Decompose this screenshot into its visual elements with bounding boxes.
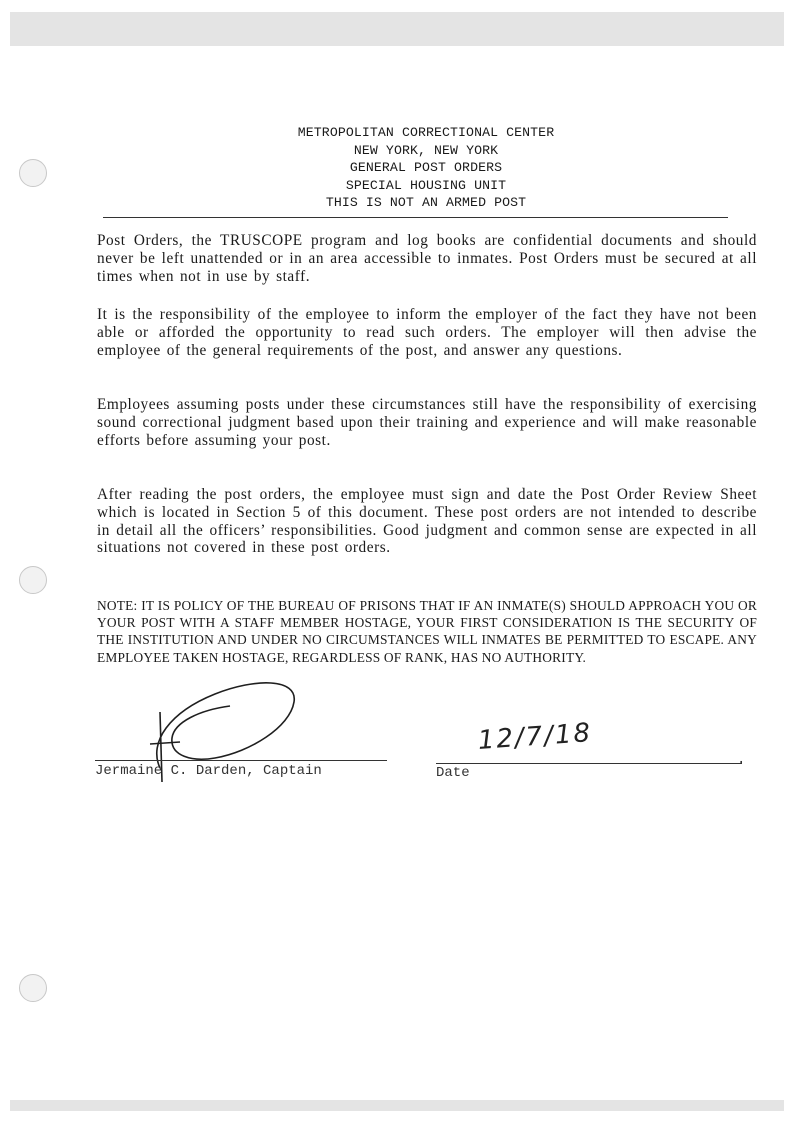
paragraph-responsibility: It is the responsibility of the employee to inform the employer of the fact they have not been able or afforded the opportunity to read such orders. The employer will then advise the employee of the general requirements of the post, and answer any questions. <box>97 306 757 359</box>
header-line-armed-status: THIS IS NOT AN ARMED POST <box>325 195 527 210</box>
date-line <box>436 763 742 764</box>
date-label: Date <box>436 765 470 781</box>
handwritten-date: 12/7/18 <box>476 718 594 756</box>
signature-line <box>95 760 387 761</box>
hostage-policy-note: NOTE: IT IS POLICY OF THE BUREAU OF PRISONS THAT IF AN INMATE(S) SHOULD APPROACH YOU OR YOUR POST WITH A STAFF MEMBER HOSTAGE, YOUR FIRST CONSIDERATION IS THE SECURITY OF THE INSTITUTION AND UNDER NO CIRCUMSTANCES WILL INMATES BE PERMITTED TO ESCAPE. ANY EMPLOYEE TAKEN HOSTAGE, REGARDLESS OF RANK, HAS NO AUTHORITY. <box>97 598 757 665</box>
scan-edge-bottom <box>10 1100 784 1111</box>
header-line-unit: SPECIAL HOUSING UNIT <box>345 177 507 193</box>
punch-hole-middle <box>19 566 47 594</box>
paragraph-assuming-posts: Employees assuming posts under these circumstances still have the responsibility of exercising sound correctional judgment based upon their training and experience and will make reasonable efforts before assuming your post. <box>97 396 757 449</box>
paragraph-confidentiality: Post Orders, the TRUSCOPE program and log books are confidential documents and should never be left unattended or in an area accessible to inmates. Post Orders must be secured at all times when not in use by staff. <box>97 232 757 285</box>
header-line-city: NEW YORK, NEW YORK <box>353 142 499 158</box>
scan-edge-top <box>10 12 784 46</box>
header-line-orders: GENERAL POST ORDERS <box>349 160 503 175</box>
signer-name-title: Jermaine C. Darden, Captain <box>95 763 322 779</box>
punch-hole-top <box>19 159 47 187</box>
punch-hole-bottom <box>19 974 47 1002</box>
document-header <box>95 124 757 212</box>
paragraph-review-sheet: After reading the post orders, the employee must sign and date the Post Order Review Sheet which is located in Section 5 of this document. These post orders are not intended to describe in detail all the officers’ responsibilities. Good judgment and common sense are expected in all situations not covered in these post orders. <box>97 486 757 557</box>
header-line-institution: METROPOLITAN CORRECTIONAL CENTER <box>297 125 555 140</box>
trailing-mark: . <box>737 752 746 768</box>
header-divider <box>103 217 728 218</box>
